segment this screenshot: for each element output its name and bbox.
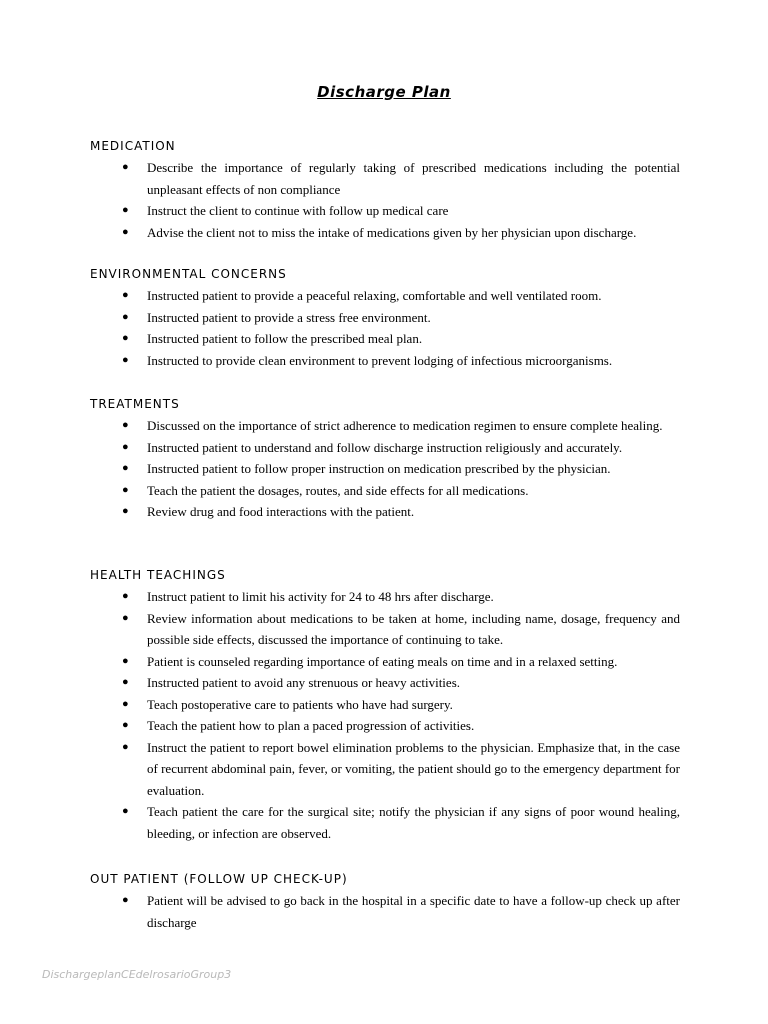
- list-item: [90, 307, 680, 329]
- section-treatments: [90, 396, 680, 523]
- list-item-text: Teach the patient the dosages, routes, and side effects for all medications.: [147, 482, 529, 498]
- document-footer: DischargeplanCEdelrosarioGroup3: [42, 968, 232, 981]
- list-item: [90, 586, 680, 608]
- bullet-list: [90, 285, 680, 371]
- bullet-icon: ●: [122, 353, 129, 366]
- section-out-patient: [90, 871, 680, 933]
- list-item-text: Instruct patient to limit his activity for 24 to 48 hrs after discharge.: [147, 589, 494, 604]
- list-item: [90, 437, 680, 459]
- list-item-text: Instructed patient to avoid any strenuous or heavy activities.: [147, 675, 460, 690]
- list-item: [90, 458, 680, 480]
- list-item: [90, 285, 680, 307]
- section-environmental-concerns: [90, 266, 680, 371]
- list-item: [90, 801, 680, 844]
- bullet-icon: ●: [122, 289, 129, 301]
- list-item-text: Instruct the client to continue with follow up medical care: [147, 203, 449, 218]
- section-heading: TREATMENTS: [90, 397, 180, 411]
- section-heading: ENVIRONMENTAL CONCERNS: [90, 267, 287, 281]
- bullet-list: [90, 157, 680, 243]
- list-item-text: Review information about medications to be taken at home, including name, dosage, frequency and possible side effects, discussed the importance of continuing to take.: [147, 610, 680, 647]
- list-item: [90, 737, 680, 802]
- list-item-text: Instruct the patient to report bowel elimination problems to the physician. Emphasize that, in the case of recurrent abdominal pain, fever, or vomiting, the patient should go to the emergency department for evaluation.: [147, 739, 680, 798]
- bullet-icon: ●: [122, 590, 129, 602]
- list-item: [90, 651, 680, 673]
- bullet-icon: ●: [122, 462, 129, 474]
- list-item-text: Teach patient the care for the surgical site; notify the physician if any signs of poor wound healing, bleeding, or infection are observed.: [147, 804, 680, 841]
- bullet-icon: ●: [122, 225, 129, 238]
- bullet-icon: ●: [122, 805, 129, 817]
- list-item: [90, 222, 680, 244]
- list-item-text: Instructed patient to follow the prescribed meal plan.: [147, 331, 423, 346]
- list-item-text: Discussed on the importance of strict adherence to medication regimen to ensure complete healing.: [147, 418, 663, 433]
- bullet-icon: ●: [122, 161, 129, 173]
- list-item-text: Patient will be advised to go back in the hospital in a specific date to have a follow-up check up after discharge: [147, 893, 680, 930]
- bullet-icon: ●: [122, 505, 129, 517]
- bullet-icon: ●: [122, 676, 129, 688]
- list-item: [90, 415, 680, 437]
- list-item: [90, 715, 680, 737]
- list-item: [90, 501, 680, 523]
- bullet-list: [90, 415, 680, 523]
- bullet-icon: ●: [122, 483, 129, 496]
- list-item: [90, 157, 680, 200]
- list-item: [90, 350, 680, 372]
- section-heading: OUT PATIENT (FOLLOW UP CHECK-UP): [90, 872, 348, 886]
- bullet-list: [90, 890, 680, 933]
- section-medication: [90, 138, 680, 243]
- list-item: [90, 890, 680, 933]
- list-item-text: Patient is counseled regarding importance of eating meals on time and in a relaxed setting.: [147, 653, 618, 669]
- list-item: [90, 200, 680, 222]
- list-item-text: Describe the importance of regularly taking of prescribed medications including the potential unpleasant effects of non compliance: [147, 160, 680, 197]
- list-item: [90, 608, 680, 651]
- list-item-text: Teach the patient how to plan a paced progression of activities.: [147, 718, 475, 733]
- section-heading: HEALTH TEACHINGS: [90, 568, 226, 582]
- list-item-text: Advise the client not to miss the intake of medications given by her physician upon discharge.: [147, 224, 637, 240]
- bullet-icon: ●: [122, 440, 129, 453]
- document-title: Discharge Plan: [317, 83, 451, 101]
- section-heading: MEDICATION: [90, 139, 176, 153]
- list-item-text: Instructed patient to provide a peaceful relaxing, comfortable and well ventilated room.: [147, 288, 602, 303]
- bullet-icon: ●: [122, 419, 129, 431]
- list-item: [90, 672, 680, 694]
- list-item: [90, 694, 680, 716]
- list-item-text: Instructed patient to understand and follow discharge instruction religiously and accurately.: [147, 439, 623, 455]
- bullet-icon: ●: [122, 654, 129, 667]
- list-item-text: Instructed to provide clean environment to prevent lodging of infectious microorganisms.: [147, 352, 613, 368]
- bullet-icon: ●: [122, 204, 129, 216]
- list-item-text: Review drug and food interactions with the patient.: [147, 504, 415, 519]
- bullet-icon: ●: [122, 611, 129, 624]
- bullet-icon: ●: [122, 719, 129, 731]
- bullet-icon: ●: [122, 740, 129, 753]
- bullet-icon: ●: [122, 310, 129, 323]
- bullet-list: [90, 586, 680, 844]
- list-item-text: Instructed patient to provide a stress free environment.: [147, 309, 431, 325]
- list-item: [90, 328, 680, 350]
- bullet-icon: ●: [122, 894, 129, 906]
- list-item-text: Teach postoperative care to patients who have had surgery.: [147, 696, 453, 712]
- section-health-teachings: [90, 567, 680, 844]
- list-item-text: Instructed patient to follow proper instruction on medication prescribed by the physician.: [147, 461, 611, 476]
- bullet-icon: ●: [122, 332, 129, 344]
- bullet-icon: ●: [122, 697, 129, 710]
- list-item: [90, 480, 680, 502]
